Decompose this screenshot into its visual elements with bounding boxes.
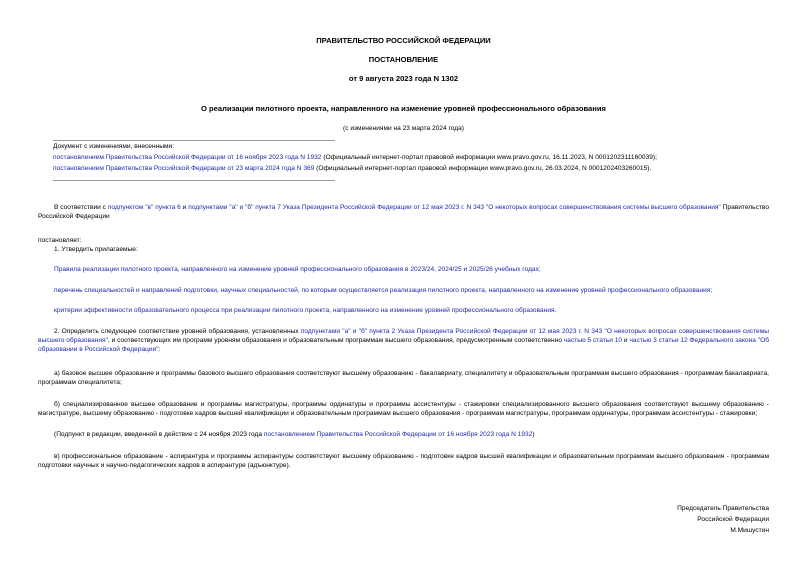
decides-word: постановляет: [38, 237, 82, 244]
amendment-note [38, 431, 769, 440]
change-rest-2: (Официальный интернет-портал правовой информации www.pravo.gov.ru, 26.03.2024, N 0001202403260015). [314, 164, 652, 172]
change-rest-1: (Официальный интернет-портал правовой информации www.pravo.gov.ru, 16.11.2023, N 0001202311160039); [321, 153, 657, 161]
doc-date-number: от 9 августа 2023 года N 1302 [348, 74, 459, 83]
preamble [38, 204, 769, 222]
change-item [53, 154, 769, 163]
note-link[interactable]: постановлением Правительства Российской Федерации от 16 ноября 2023 года N 1932 [263, 431, 533, 438]
p2-text: 2. Определить следующее соответствие уровней образования, установленных [54, 328, 301, 335]
change-link-1[interactable]: постановлением Правительства Российской Федерации от 16 ноября 2023 года N 1932 [53, 153, 322, 161]
preamble-link-decree-7[interactable]: подпунктами "а" и "б" пункта 7 Указа Президента Российской Федерации от 12 мая 2023 г. N 343 "О некоторых вопросах совершенствования системы высшего образования" [188, 204, 721, 211]
changes-block [53, 143, 769, 174]
signature-name: М.Мишустин [730, 526, 769, 534]
approved-rules-link[interactable]: Правила реализации пилотного проекта, направленного на изменение уровней профессионального образования в 2023/24, 2024/25 и 2025/26 учебных годах; [54, 266, 541, 273]
edition-note: (с изменениями на 23 марта 2024 года) [343, 125, 464, 132]
approved-list-link[interactable]: перечень специальностей и направлений подготовки, научных специальностей, по которым осуществляется реализация пилотного проекта, направленного на изменение уровней профессионального образования; [54, 287, 713, 294]
doc-type: ПОСТАНОВЛЕНИЕ [368, 55, 439, 64]
change-item [53, 165, 769, 174]
p2-text: , и соответствующих им программ уровням образования и образовательным программам высшего образования, предусмотренным соответственно [107, 336, 564, 344]
preamble-link-decree-6[interactable]: подпунктом "в" пункта 6 [107, 204, 181, 211]
signature-org: Российской Федерации [697, 515, 769, 523]
approved-criteria-link[interactable]: критерии эффективности образовательного процесса при реализации пилотного проекта, направленного на изменение уровней профессионального образования. [54, 307, 557, 314]
p2-link-article-10[interactable]: частью 5 статьи 10 [563, 336, 623, 344]
signature-position: Председатель Правительства [677, 505, 769, 512]
p2-link-decree[interactable]: подпунктами "а" и "б" пункта 2 Указа Президента Российской Федерации от 12 мая 2023 г. N 343 "О некоторых вопросах совершенствования системы высшего образования" [38, 328, 769, 344]
org-name: ПРАВИТЕЛЬСТВО РОССИЙСКОЙ ФЕДЕРАЦИИ [316, 36, 491, 45]
note-text: ) [532, 431, 535, 438]
changes-intro: Документ с изменениями, внесенными: [53, 143, 175, 150]
change-link-2[interactable]: постановлением Правительства Российской Федерации от 23 марта 2024 года N 369 [53, 164, 315, 172]
changes-bottom-rule [53, 180, 335, 181]
preamble-text: Правительство Российской Федерации [38, 204, 770, 220]
p2-text: : [158, 345, 161, 353]
p2-link-article-12[interactable]: частью 3 статьи 12 Федерального закона "Об образовании в Российской Федерации" [38, 336, 769, 353]
note-text: (Подпункт в редакции, введенной в действие с 24 ноября 2023 года [54, 431, 264, 438]
subparagraph-b: б) специализированное высшее образование и программы магистратуры, программы ординатуры и программы ассистентуры - стажировки специализированного высшего образования соответствуют высшему образованию - магистратуре, высшему образованию - подготовке кадров высшей квалификации и образовательным программам высшего образования - программам магистратуры, программам ординатуры, программам ассистентуры - стажировки; [38, 401, 769, 417]
signature-block [677, 505, 769, 536]
preamble-text: В соответствии с [54, 204, 108, 211]
paragraph-1: 1. Утвердить прилагаемые: [54, 246, 138, 253]
preamble-text: и [180, 204, 189, 211]
subparagraph-v: в) профессиональное образование - аспирантура и программы аспирантуры соответствуют высшему образованию - подготовке кадров высшей квалификации и образовательным программам высшего образования - программам подготовки научных и научно-педагогических кадров в аспирантуре (адъюнктуре). [38, 453, 769, 469]
subparagraph-a: а) базовое высшее образование и программы базового высшего образования соответствуют высшему образованию - бакалавриату, специалитету и образовательным программам высшего образования - программам бакалавриата, программам специалитета; [38, 370, 769, 386]
doc-title: О реализации пилотного проекта, направленного на изменение уровней профессионального образования [201, 104, 606, 113]
changes-top-rule [53, 140, 335, 141]
paragraph-2 [38, 328, 769, 355]
p2-text: и [622, 336, 630, 344]
